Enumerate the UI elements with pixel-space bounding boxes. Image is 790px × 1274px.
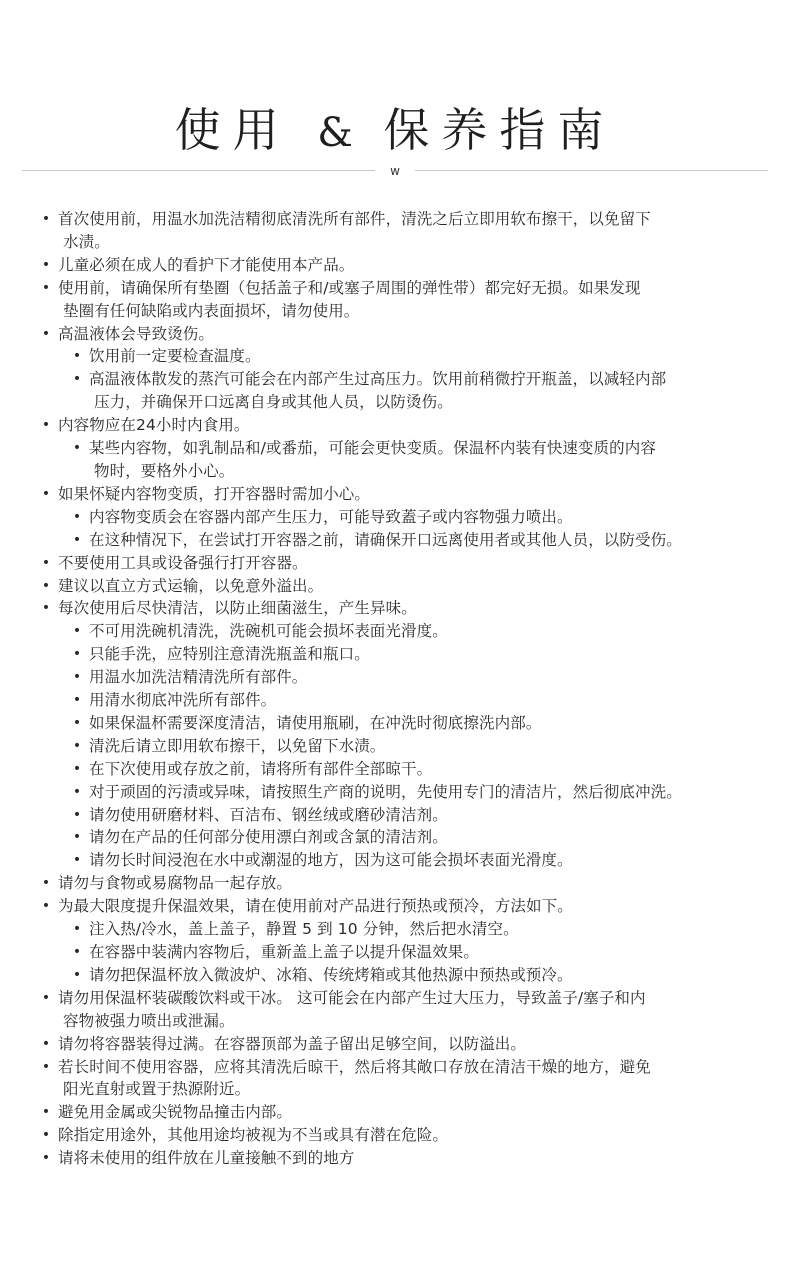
- list-item-text: 请将未使用的组件放在儿童接触不到的地方: [58, 1149, 355, 1168]
- list-item-text: 不可用洗碗机清洗，洗碗机可能会损坏表面光滑度。: [89, 622, 448, 641]
- bullet-icon: •: [72, 737, 82, 754]
- list-item-text: 避免用金属或尖锐物品撞击内部。: [58, 1103, 293, 1122]
- list-item: [40, 1101, 770, 1124]
- bullet-icon: •: [41, 1058, 51, 1075]
- list-item-text: 在下次使用或存放之前，请将所有部件全部晾干。: [89, 759, 433, 778]
- bullet-icon: •: [41, 256, 51, 273]
- list-item-text-continued: 物时，要格外小心。: [94, 461, 235, 480]
- sub-list-item: [40, 643, 770, 666]
- bullet-icon: •: [41, 989, 51, 1006]
- list-item-text: 对于顽固的污渍或异味，请按照生产商的说明，先使用专门的清洁片，然后彻底冲洗。: [89, 782, 682, 801]
- list-item-text: 内容物变质会在容器内部产生压力，可能导致蓋子或内容物强力喷出。: [89, 507, 573, 526]
- sub-list-item: [40, 758, 770, 781]
- bullet-icon: •: [72, 692, 82, 709]
- list-item: [40, 552, 770, 575]
- bullet-icon: •: [72, 921, 82, 938]
- list-item-text: 请勿使用研磨材料、百洁布、钢丝绒或磨砂清洁剂。: [89, 805, 448, 824]
- sub-list-item: [40, 735, 770, 758]
- list-item-text: 用温水加洗洁精清洗所有部件。: [89, 668, 308, 687]
- list-item: [40, 254, 770, 277]
- list-item-text: 用清水彻底冲洗所有部件。: [89, 691, 277, 710]
- list-item-text: 为最大限度提升保温效果，请在使用前对产品进行预热或预冷，方法如下。: [58, 897, 573, 916]
- sub-list-item: [40, 620, 770, 643]
- list-item: [40, 575, 770, 598]
- bullet-icon: •: [41, 1035, 51, 1052]
- page-title: [0, 95, 790, 168]
- bullet-icon: •: [72, 829, 82, 846]
- list-item-text: 若长时间不使用容器，应将其清洗后晾干，然后将其敞口存放在清洁干燥的地方，避免: [58, 1057, 651, 1076]
- sub-list-item: [40, 345, 770, 368]
- sub-list-item: [40, 918, 770, 941]
- bullet-icon: •: [72, 714, 82, 731]
- title-part-2: 保养指南: [383, 103, 616, 157]
- bullet-icon: •: [41, 325, 51, 342]
- list-item-text: 饮用前一定要检查温度。: [89, 347, 261, 366]
- bullet-icon: •: [72, 371, 82, 388]
- list-item-text: 高温液体会导致烫伤。: [58, 324, 215, 343]
- list-item-text: 在容器中装满内容物后，重新盖上盖子以提升保温效果。: [89, 943, 480, 961]
- list-item-text: 请勿与食物或易腐物品一起存放。: [58, 874, 293, 893]
- sub-list-item: [40, 368, 770, 414]
- bullet-icon: •: [41, 577, 51, 594]
- list-item-text-continued: 容物被强力喷出或泄漏。: [63, 1011, 235, 1030]
- list-item: [40, 1033, 770, 1056]
- list-item: [40, 1056, 770, 1102]
- bullet-icon: •: [72, 531, 82, 548]
- list-item: [40, 872, 770, 895]
- list-item: [40, 895, 770, 918]
- list-item: [40, 1147, 770, 1170]
- sub-list-item: [40, 826, 770, 849]
- list-item-text: 内容物应在24小时内食用。: [58, 416, 250, 435]
- list-item: [40, 483, 770, 506]
- list-item: [40, 414, 770, 437]
- list-item-text-continued: 垫圈有任何缺陷或内表面损坏，请勿使用。: [63, 301, 360, 320]
- bullet-icon: •: [41, 417, 51, 434]
- bullet-icon: •: [41, 600, 51, 617]
- list-item: [40, 1124, 770, 1147]
- sub-list-item: [40, 849, 770, 872]
- list-item-text: 高温液体散发的蒸汽可能会在内部产生过高压力。饮用前稍微拧开瓶盖，以减轻内部: [89, 370, 667, 389]
- list-item: [40, 323, 770, 346]
- sub-list-item: [40, 506, 770, 529]
- list-item-text: 不要使用工具或设备强行打开容器。: [58, 553, 308, 572]
- bullet-icon: •: [72, 440, 82, 457]
- bullet-icon: •: [41, 211, 51, 227]
- bullet-icon: •: [72, 623, 82, 640]
- bullet-icon: •: [72, 508, 82, 525]
- care-instructions-list: [40, 208, 770, 1170]
- list-item-text-continued: 水渍。: [63, 232, 110, 251]
- bullet-icon: •: [41, 485, 51, 502]
- bullet-icon: •: [41, 554, 51, 571]
- bullet-icon: •: [72, 852, 82, 869]
- sub-list-item: [40, 689, 770, 712]
- title-part-1: 使用: [174, 103, 291, 157]
- list-item: [40, 987, 770, 1033]
- sub-list-item: [40, 964, 770, 987]
- bullet-icon: •: [72, 669, 82, 686]
- list-item-text: 在这种情况下，在尝试打开容器之前，请确保开口远离使用者或其他人员，以防受伤。: [89, 530, 682, 549]
- divider-mark: w: [375, 163, 415, 179]
- bullet-icon: •: [41, 279, 51, 296]
- sub-list-item: [40, 712, 770, 735]
- list-item-text: 儿童必须在成人的看护下才能使用本产品。: [58, 255, 355, 274]
- sub-list-item: [40, 804, 770, 827]
- bullet-icon: •: [72, 944, 82, 960]
- list-item: [40, 208, 770, 254]
- bullet-icon: •: [72, 348, 82, 365]
- bullet-icon: •: [41, 1127, 51, 1144]
- list-item-text: 如果怀疑内容物变质，打开容器时需加小心。: [58, 484, 371, 503]
- list-item: [40, 597, 770, 620]
- list-item-text: 注入热/冷水，盖上盖子，静置 5 到 10 分钟，然后把水清空。: [89, 920, 519, 939]
- list-item: [40, 277, 770, 323]
- bullet-icon: •: [72, 646, 82, 663]
- list-item-text: 使用前，请确保所有垫圈（包括盖子和/或塞子周围的弹性带）都完好无损。如果发现: [58, 278, 641, 297]
- list-item-text: 建议以直立方式运输，以免意外溢出。: [58, 576, 324, 595]
- sub-list-item: [40, 666, 770, 689]
- list-item-text: 请勿把保温杯放入微波炉、冰箱、传统烤箱或其他热源中预热或预冷。: [89, 965, 573, 984]
- bullet-icon: •: [72, 783, 82, 800]
- list-item-text: 请勿将容器装得过满。在容器顶部为盖子留出足够空间，以防溢出。: [58, 1034, 527, 1053]
- bullet-icon: •: [41, 875, 51, 892]
- title-ampersand: &: [317, 110, 357, 156]
- bullet-icon: •: [41, 898, 51, 915]
- sub-list-item: [40, 941, 770, 964]
- bullet-icon: •: [41, 1104, 51, 1121]
- bullet-icon: •: [72, 966, 82, 983]
- list-item-text: 某些内容物，如乳制品和/或番茄，可能会更快变质。保温杯内装有快速变质的内容: [89, 439, 656, 458]
- bullet-icon: •: [72, 760, 82, 777]
- list-item-text-continued: 阳光直射或置于热源附近。: [63, 1080, 251, 1099]
- list-item-text: 首次使用前，用温水加洗洁精彻底清洗所有部件，清洗之后立即用软布擦干，以免留下: [58, 210, 651, 228]
- sub-list-item: [40, 529, 770, 552]
- list-item-text: 请勿用保温杯装碳酸饮料或干冰。 这可能会在内部产生过大压力，导致盖子/塞子和内: [58, 988, 646, 1007]
- bullet-icon: •: [72, 806, 82, 823]
- list-item-text: 请勿在产品的任何部分使用漂白剂或含氯的清洁剂。: [89, 828, 448, 847]
- list-item-text: 如果保温杯需要深度清洁，请使用瓶刷，在冲洗时彻底擦洗内部。: [89, 713, 542, 732]
- list-item-text: 只能手洗，应特别注意清洗瓶盖和瓶口。: [89, 645, 370, 664]
- list-item-text: 请勿长时间浸泡在水中或潮湿的地方，因为这可能会损坏表面光滑度。: [89, 851, 573, 870]
- bullet-icon: •: [41, 1150, 51, 1167]
- sub-list-item: [40, 437, 770, 483]
- list-item-text: 清洗后请立即用软布擦干，以免留下水渍。: [89, 736, 386, 755]
- list-item-text: 每次使用后尽快清洁，以防止细菌滋生，产生异味。: [58, 599, 417, 618]
- sub-list-item: [40, 781, 770, 804]
- list-item-text-continued: 压力，并确保开口远离自身或其他人员，以防烫伤。: [94, 393, 453, 412]
- list-item-text: 除指定用途外，其他用途均被视为不当或具有潜在危险。: [58, 1126, 449, 1145]
